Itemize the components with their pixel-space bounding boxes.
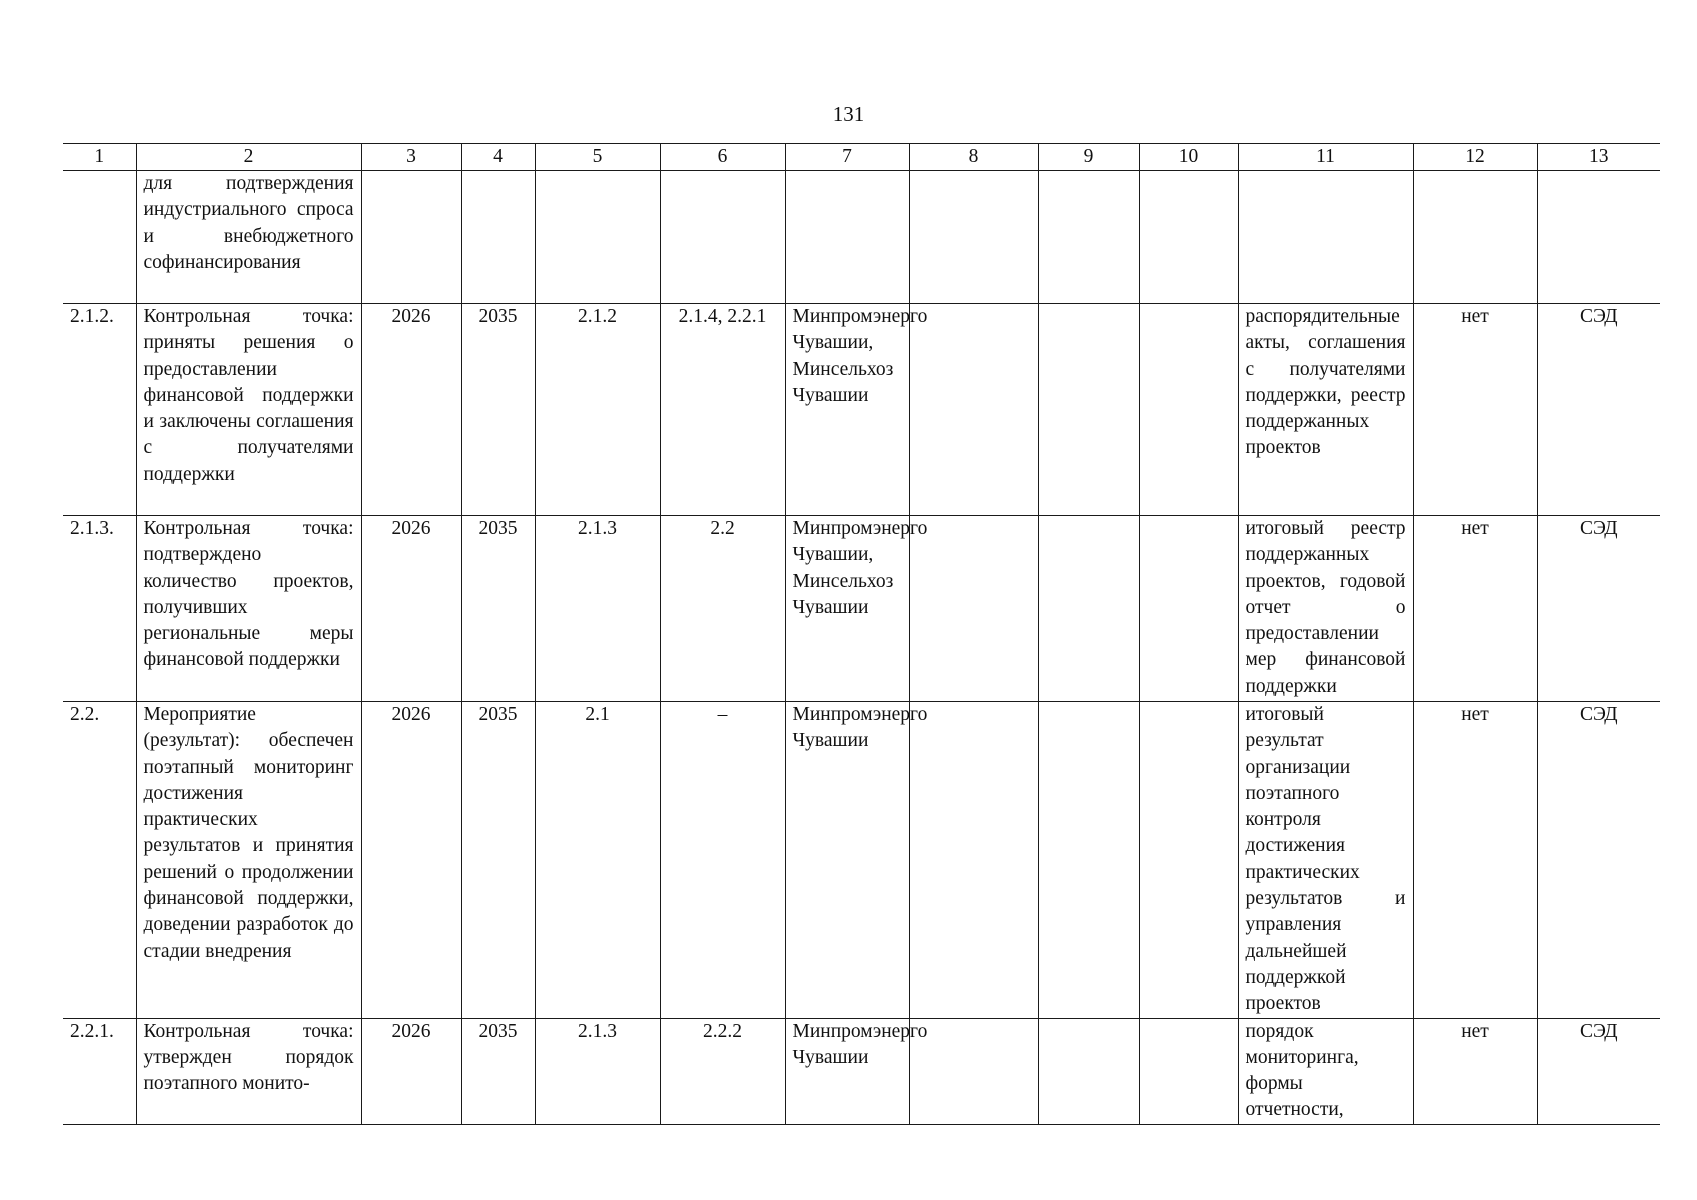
cell-col-10	[1139, 1018, 1238, 1124]
cell-document: итоговый результат организации поэтапного контроля достижения практических результатов и управления дальнейшей поддержкой проектов	[1238, 702, 1413, 1019]
table-row	[63, 1018, 1660, 1124]
cell-col-13: СЭД	[1537, 702, 1660, 1019]
cell-link-5: 2.1.3	[535, 1018, 660, 1124]
cell-responsible: Минпромэнерго Чувашии	[785, 702, 909, 1019]
cell-col-12	[1413, 171, 1537, 304]
page-number: 131	[832, 102, 865, 126]
cell-col-13: СЭД	[1537, 1018, 1660, 1124]
cell-end-year: 2035	[461, 304, 535, 516]
cell-link-5: 2.1.3	[535, 516, 660, 702]
cell-col-10	[1139, 171, 1238, 304]
cell-col-10	[1139, 304, 1238, 516]
table-row	[63, 304, 1660, 516]
cell-col-13: СЭД	[1537, 516, 1660, 702]
column-number: 12	[1413, 144, 1537, 171]
cell-start-year: 2026	[361, 304, 461, 516]
cell-col-9	[1038, 304, 1139, 516]
column-number: 13	[1537, 144, 1660, 171]
cell-number: 2.2.	[63, 702, 136, 1019]
cell-link-6	[660, 171, 785, 304]
cell-col-9	[1038, 1018, 1139, 1124]
cell-col-8	[909, 1018, 1038, 1124]
column-number-row	[63, 144, 1660, 171]
column-number: 7	[785, 144, 909, 171]
cell-link-6: –	[660, 702, 785, 1019]
cell-start-year: 2026	[361, 702, 461, 1019]
cell-number: 2.1.3.	[63, 516, 136, 702]
cell-end-year: 2035	[461, 1018, 535, 1124]
table-header	[63, 144, 1660, 171]
column-number: 10	[1139, 144, 1238, 171]
cell-name: Контрольная точка: утвержден порядок поэтапного монито-	[136, 1018, 361, 1124]
column-number: 1	[63, 144, 136, 171]
cell-link-5	[535, 171, 660, 304]
cell-name: Мероприятие (результат): обеспечен поэтапный мониторинг достижения практических результатов и принятия решений о продолжении финансовой поддержки, доведении разработок до стадии внедрения	[136, 702, 361, 1019]
cell-col-13: СЭД	[1537, 304, 1660, 516]
cell-col-12: нет	[1413, 516, 1537, 702]
cell-start-year	[361, 171, 461, 304]
cell-link-5: 2.1	[535, 702, 660, 1019]
table-row	[63, 516, 1660, 702]
cell-col-9	[1038, 516, 1139, 702]
cell-number: 2.1.2.	[63, 304, 136, 516]
measures-table	[63, 143, 1660, 1125]
cell-col-8	[909, 702, 1038, 1019]
cell-col-8	[909, 171, 1038, 304]
column-number: 11	[1238, 144, 1413, 171]
cell-col-13	[1537, 171, 1660, 304]
column-number: 9	[1038, 144, 1139, 171]
cell-col-8	[909, 516, 1038, 702]
cell-link-6: 2.2	[660, 516, 785, 702]
cell-start-year: 2026	[361, 516, 461, 702]
column-number: 5	[535, 144, 660, 171]
cell-col-10	[1139, 516, 1238, 702]
cell-col-9	[1038, 171, 1139, 304]
cell-document: итоговый реестр поддержанных проектов, годовой отчет о предоставлении мер финансовой поддержки	[1238, 516, 1413, 702]
cell-number: 2.2.1.	[63, 1018, 136, 1124]
cell-col-12: нет	[1413, 702, 1537, 1019]
cell-end-year: 2035	[461, 702, 535, 1019]
column-number: 2	[136, 144, 361, 171]
cell-responsible: Минпромэнерго Чувашии, Минсельхоз Чувашии	[785, 516, 909, 702]
cell-col-9	[1038, 702, 1139, 1019]
cell-name: для подтверждения индустриального спроса и внебюджетного софинансирования	[136, 171, 361, 304]
cell-name: Контрольная точка: подтверждено количество проектов, получивших региональные меры финансовой поддержки	[136, 516, 361, 702]
column-number: 3	[361, 144, 461, 171]
cell-col-12: нет	[1413, 1018, 1537, 1124]
cell-link-6: 2.1.4, 2.2.1	[660, 304, 785, 516]
cell-link-6: 2.2.2	[660, 1018, 785, 1124]
cell-start-year: 2026	[361, 1018, 461, 1124]
cell-name: Контрольная точка: приняты решения о предоставлении финансовой поддержки и заключены соглашения с получателями поддержки	[136, 304, 361, 516]
cell-document	[1238, 171, 1413, 304]
cell-number	[63, 171, 136, 304]
table-body	[63, 171, 1660, 1125]
cell-responsible: Минпромэнерго Чувашии, Минсельхоз Чувашии	[785, 304, 909, 516]
column-number: 4	[461, 144, 535, 171]
cell-responsible	[785, 171, 909, 304]
column-number: 8	[909, 144, 1038, 171]
table-row	[63, 171, 1660, 304]
cell-responsible: Минпромэнерго Чувашии	[785, 1018, 909, 1124]
cell-end-year: 2035	[461, 516, 535, 702]
cell-col-12: нет	[1413, 304, 1537, 516]
cell-end-year	[461, 171, 535, 304]
cell-col-10	[1139, 702, 1238, 1019]
cell-document: порядок мониторинга, формы отчетности,	[1238, 1018, 1413, 1124]
table-row	[63, 702, 1660, 1019]
cell-link-5: 2.1.2	[535, 304, 660, 516]
column-number: 6	[660, 144, 785, 171]
cell-col-8	[909, 304, 1038, 516]
cell-document: распорядительные акты, соглашения с получателями поддержки, реестр поддержанных проектов	[1238, 304, 1413, 516]
